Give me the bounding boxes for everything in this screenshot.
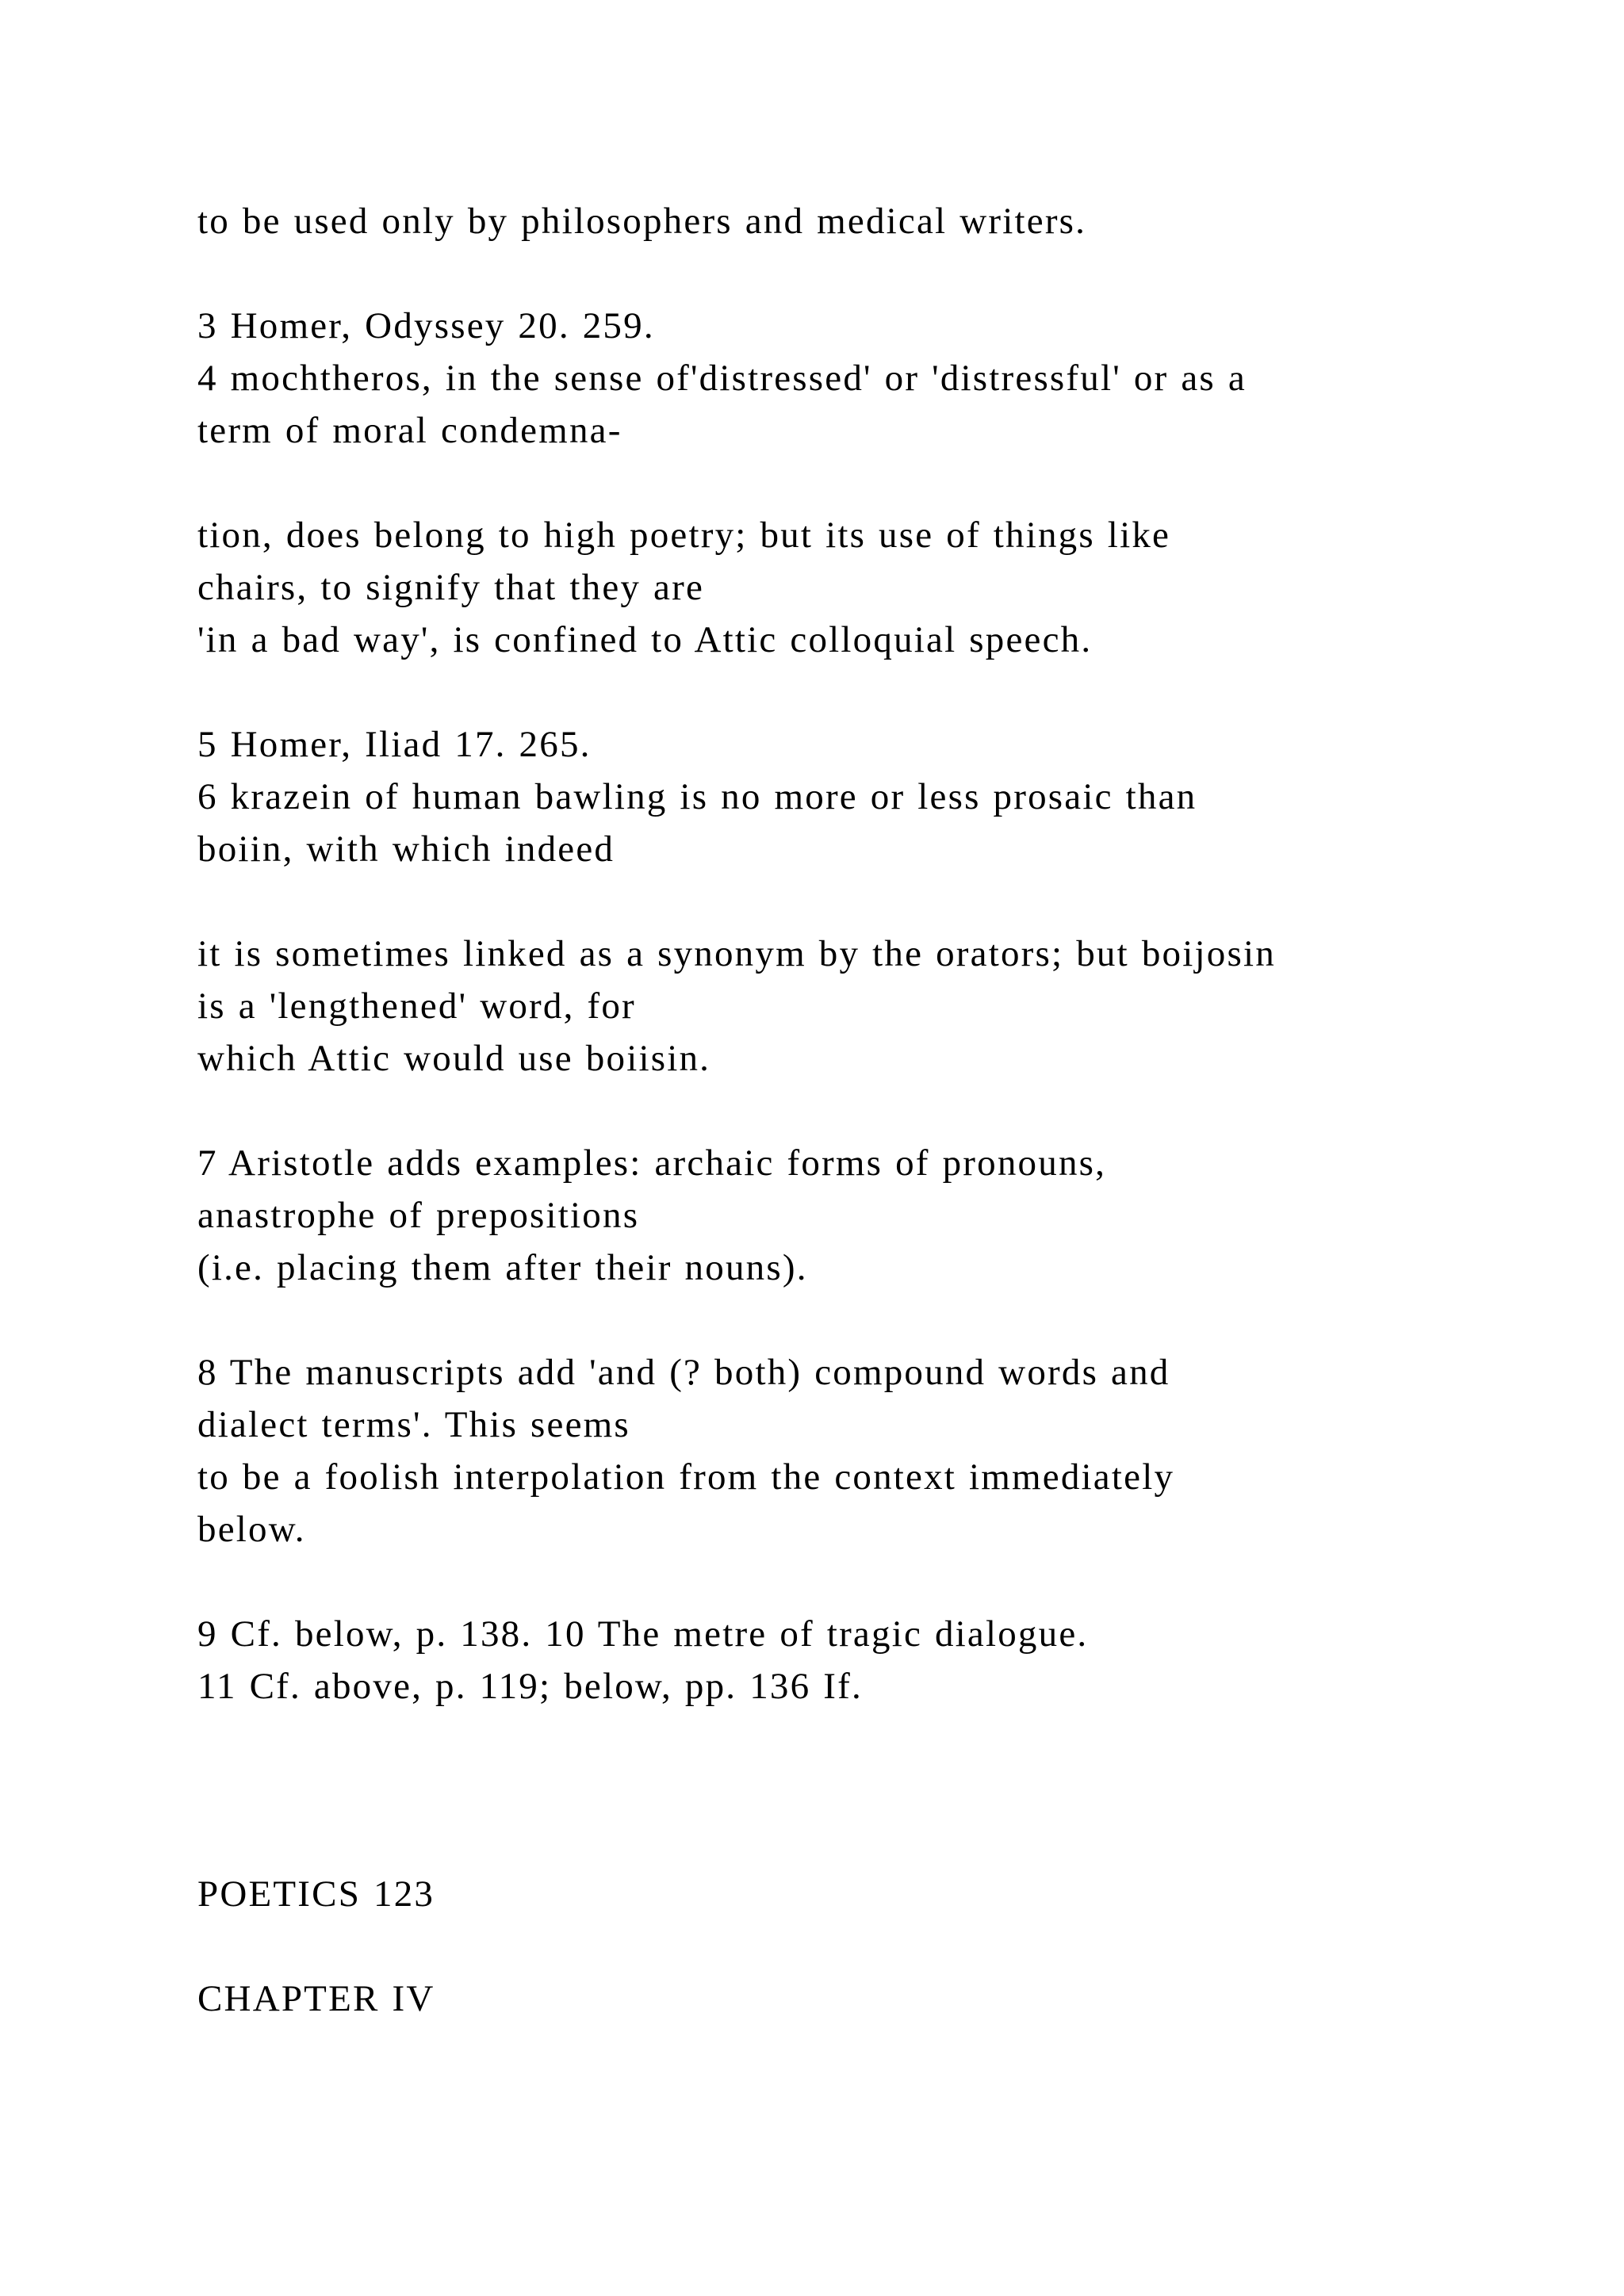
footnote-11: 11 Cf. above, p. 119; below, pp. 136 If. xyxy=(197,1666,863,1707)
chapter-heading: CHAPTER IV xyxy=(197,1978,435,2019)
text-line: dialect terms'. This seems xyxy=(197,1404,630,1445)
footnote-3: 3 Homer, Odyssey 20. 259. xyxy=(197,305,655,346)
footnote-4: 4 mochtheros, in the sense of'distressed' or 'distressful' or as a xyxy=(197,358,1247,399)
text-line: it is sometimes linked as a synonym by the orators; but boijosin xyxy=(197,933,1276,974)
footnote-8: 8 The manuscripts add 'and (? both) compound words and xyxy=(197,1352,1170,1393)
footnote-7: 7 Aristotle adds examples: archaic forms of pronouns, xyxy=(197,1142,1107,1184)
footnote-9-10: 9 Cf. below, p. 138. 10 The metre of tragic dialogue. xyxy=(197,1613,1089,1655)
text-line: boiin, with which indeed xyxy=(197,828,615,870)
text-line: tion, does belong to high poetry; but its use of things like xyxy=(197,515,1171,556)
text-line: which Attic would use boiisin. xyxy=(197,1038,711,1079)
text-line: (i.e. placing them after their nouns). xyxy=(197,1247,808,1288)
text-line: to be a foolish interpolation from the context immediately xyxy=(197,1456,1175,1498)
footnote-6: 6 krazein of human bawling is no more or less prosaic than xyxy=(197,776,1197,817)
footnote-5: 5 Homer, Iliad 17. 265. xyxy=(197,724,592,765)
text-line: to be used only by philosophers and medical writers. xyxy=(197,201,1087,242)
text-line: is a 'lengthened' word, for xyxy=(197,985,636,1027)
text-line: term of moral condemna- xyxy=(197,410,622,451)
text-line: anastrophe of prepositions xyxy=(197,1195,640,1236)
text-line: 'in a bad way', is confined to Attic colloquial speech. xyxy=(197,619,1093,660)
text-line: below. xyxy=(197,1509,306,1550)
running-header: POETICS 123 xyxy=(197,1873,435,1915)
text-line: chairs, to signify that they are xyxy=(197,567,705,608)
